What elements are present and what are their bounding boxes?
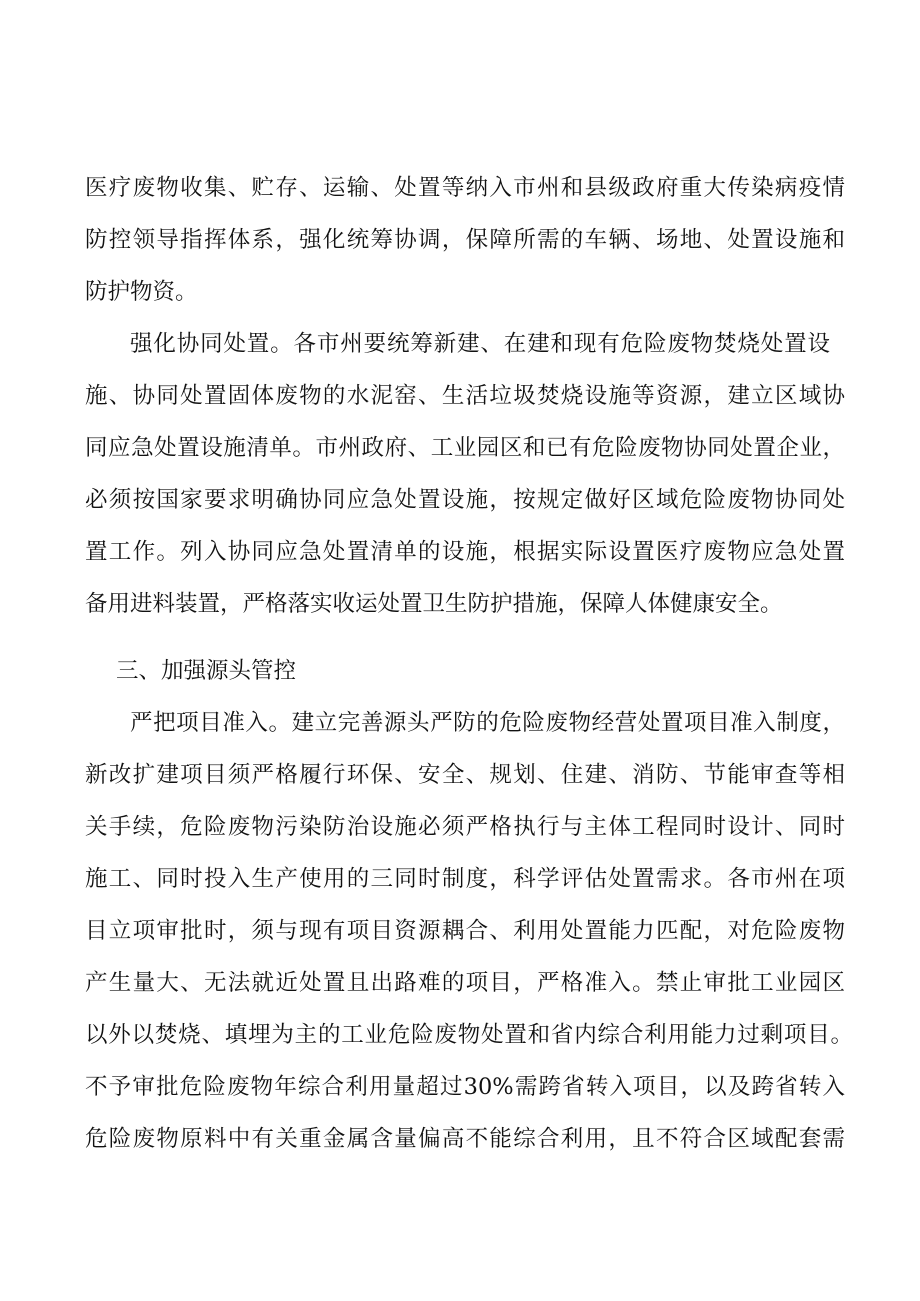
paragraph-2-line-6: 备用进料装置，严格落实收运处置卫生防护措施，保障人体健康安全。 bbox=[85, 591, 783, 617]
paragraph-1-line-2: 防控领导指挥体系，强化统筹协调，保障所需的车辆、场地、处置设施和 bbox=[85, 227, 845, 253]
paragraph-3-line-7: 以外以焚烧、填埋为主的工业危险废物处置和省内综合利用能力过剩项目。 bbox=[85, 1022, 853, 1048]
paragraph-3-line-4: 施工、同时投入生产使用的三同时制度，科学评估处置需求。各市州在项 bbox=[85, 866, 845, 892]
paragraph-1-line-3: 防护物资。 bbox=[85, 279, 198, 305]
paragraph-1-line-1: 医疗废物收集、贮存、运输、处置等纳入市州和县级政府重大传染病疫情 bbox=[85, 175, 845, 201]
paragraph-3-line-8: 不予审批危险废物年综合利用量超过30%需跨省转入项目，以及跨省转入 bbox=[85, 1074, 845, 1100]
paragraph-3-line-2: 新改扩建项目须严格履行环保、安全、规划、住建、消防、节能审查等相 bbox=[85, 762, 845, 788]
paragraph-3-line-3: 关手续，危险废物污染防治设施必须严格执行与主体工程同时设计、同时 bbox=[85, 814, 845, 840]
paragraph-2-line-1: 强化协同处置。各市州要统筹新建、在建和现有危险废物焚烧处置设 bbox=[130, 331, 830, 357]
paragraph-3-line-5: 目立项审批时，须与现有项目资源耦合、利用处置能力匹配，对危险废物 bbox=[85, 918, 845, 944]
paragraph-2-line-3: 同应急处置设施清单。市州政府、工业园区和已有危险废物协同处置企业， bbox=[85, 435, 845, 461]
paragraph-2-line-2: 施、协同处置固体废物的水泥窑、生活垃圾焚烧设施等资源，建立区域协 bbox=[85, 383, 845, 409]
paragraph-3-line-9: 危险废物原料中有关重金属含量偏高不能综合利用，且不符合区域配套需 bbox=[85, 1126, 845, 1152]
paragraph-2-line-4: 必须按国家要求明确协同应急处置设施，按规定做好区域危险废物协同处 bbox=[85, 487, 845, 513]
paragraph-3-line-1: 严把项目准入。建立完善源头严防的危险废物经营处置项目准入制度， bbox=[130, 710, 845, 736]
paragraph-2-line-5: 置工作。列入协同应急处置清单的设施，根据实际设置医疗废物应急处置 bbox=[85, 539, 845, 565]
paragraph-3-line-6: 产生量大、无法就近处置且出路难的项目，严格准入。禁止审批工业园区 bbox=[85, 970, 845, 996]
section-heading: 三、加强源头管控 bbox=[116, 658, 297, 684]
